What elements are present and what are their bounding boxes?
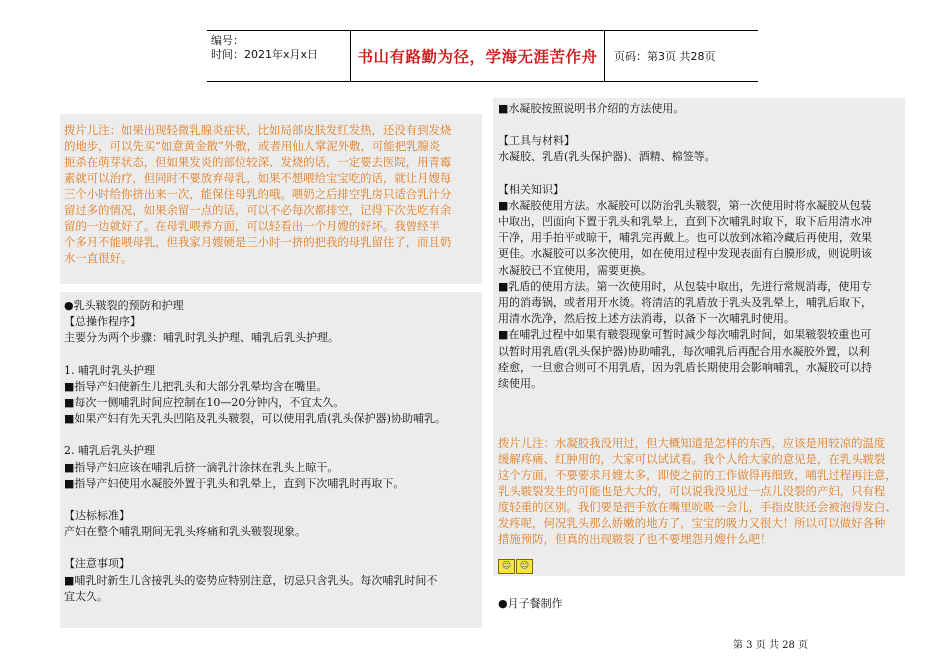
- text-line: ■如果产妇有先天乳头凹陷及乳头皲裂，可以使用乳盾(乳头保护器)协助哺乳。: [64, 412, 446, 426]
- emoji-icon: ☺: [498, 559, 515, 574]
- spacer: [64, 347, 446, 363]
- text-line: 更佳。水凝胶可以多次使用，如在使用过程中发现表面有白膜形成，则说明该: [498, 247, 872, 261]
- text-line: 这个方面，不要要求月嫂太多，即使之前的工作做得再细致，哺乳过程再注意，: [498, 468, 897, 482]
- text-line: 水一直很好。: [64, 251, 133, 265]
- text-line: 乳头皲裂发生的可能也是大大的，可以说我没见过一点儿没裂的产妇，只有程: [498, 484, 886, 498]
- text-line: 干净，用手拍平或晾干，哺乳完再戴上。也可以放到冰箱冷藏后再使用，效果: [498, 231, 872, 245]
- nipple-care-section: [64, 298, 446, 605]
- text-line: ■水凝胶按照说明书介绍的方法使用。: [498, 102, 685, 115]
- text-line: 三个小时给你挤出来一次，能保住母乳的哦。喂奶之后排空乳房只适合乳汁分: [64, 187, 452, 201]
- text-line: 发疼呢，何况乳头那么娇嫩的地方了，宝宝的吸力又很大！所以可以做好各种: [498, 516, 886, 530]
- text-line: ■每次一侧哺乳时间应控制在10—20分钟内，不宜太久。: [64, 396, 345, 410]
- text-line: 水凝胶已不宜使用，需要更换。: [498, 263, 652, 277]
- text-line: 用的消毒锅，或者用开水烫。将清洁的乳盾放于乳头及乳晕上，哺乳后取下，: [498, 296, 872, 310]
- text-line: 留的一边就好了。在母乳喂养方面，可以轻看出一个月嫂的好坏。我曾经半: [64, 219, 440, 233]
- page-header: [207, 30, 758, 82]
- text-line: 的地步，可以先买“如意黄金散”外敷，或者用仙人掌泥外敷，可能把乳腺炎: [64, 139, 441, 153]
- text-line: ■在哺乳过程中如果有皲裂现象可暂时减少每次哺乳时间，如果皲裂较重也可: [498, 328, 872, 342]
- text-line: 个多月不能喂母乳，但我家月嫂硬是三小时一挤的把我的母乳留住了，而且奶: [64, 235, 452, 249]
- header-motto-cell: [350, 31, 605, 81]
- emoji-icons: [498, 559, 533, 574]
- postpartum-meal-heading: ●月子餐制作: [498, 597, 563, 610]
- text-line: 素就可以治疗，但同时不要放弃母乳，如果不想喂给宝宝吃的话，就让月嫂每: [64, 171, 452, 185]
- text-line: ■指导产妇使用水凝胶外置于乳头和乳晕上，直到下次哺乳时再取下。: [64, 476, 405, 490]
- text-line: 【相关知识】: [498, 182, 564, 196]
- text-line: 措施预防，但真的出现皲裂了也不要埋怨月嫂什么吧！: [498, 532, 772, 546]
- header-page-info: 页码：第3页 共28页: [614, 50, 716, 63]
- text-line: 用清水洗净，然后按上述方法消毒，以备下一次哺乳时使用。: [498, 312, 795, 326]
- text-line: ■乳盾的使用方法。第一次使用时，从包装中取出，先进行常规消毒，使用专: [498, 279, 872, 293]
- document-date: 时间：2021年x月x日: [211, 48, 319, 61]
- spacer: [64, 540, 446, 556]
- text-line: 水凝胶、乳盾(乳头保护器)、酒精、棉签等。: [498, 150, 716, 164]
- text-line: 缓解疼痛、红肿用的，大家可以试试看。我个人给大家的意见是，在乳头皲裂: [498, 452, 886, 466]
- document-number-label: 编号：: [211, 34, 244, 47]
- spacer: [498, 166, 872, 182]
- text-line: 续使用。: [498, 377, 542, 391]
- text-line: ■指导产妇使新生儿把乳头和大部分乳晕均含在嘴里。: [64, 379, 328, 393]
- text-line: 【达标标准】: [64, 509, 130, 523]
- page-footer: 第 3 页 共 28 页: [733, 640, 808, 651]
- text-line: 拨片儿注：水凝胶我没用过，但大概知道是怎样的东西，应该是用较凉的温度: [498, 436, 886, 450]
- text-line: 产妇在整个哺乳期间无乳头疼痛和乳头皲裂现象。: [64, 525, 306, 539]
- text-line: 【注意事项】: [64, 557, 130, 571]
- text-line: 【工具与材料】: [498, 134, 575, 148]
- header-motto: 书山有路勤为径，学海无涯苦作舟: [357, 47, 598, 66]
- header-bottom-rule: [207, 81, 758, 82]
- text-line: 中取出，凹面向下置于乳头和乳晕上，直到下次哺乳时取下，取下后用清水冲: [498, 215, 872, 229]
- right-editor-note: [498, 435, 897, 547]
- header-meta: [207, 31, 350, 81]
- left-editor-note: [64, 122, 451, 266]
- text-line: 主要分为两个步骤：哺乳时乳头护理、哺乳后乳头护理。: [64, 331, 339, 345]
- text-line: ■指导产妇应该在哺乳后挤一滴乳汁涂抹在乳头上晾干。: [64, 460, 339, 474]
- spacer: [64, 492, 446, 508]
- text-line: 【总操作程序】: [64, 315, 141, 329]
- text-line: ■哺乳时新生儿含接乳头的姿势应特别注意，切忌只含乳头。每次哺乳时间不: [64, 573, 438, 587]
- text-line: ■水凝胶使用方法。水凝胶可以防治乳头皲裂，第一次使用时将水凝胶从包装: [498, 198, 872, 212]
- text-line: 痊愈，一旦愈合则可不用乳盾，因为乳盾长期使用会影响哺乳，水凝胶可以持: [498, 360, 872, 374]
- text-line: 拨片儿注：如果出现轻微乳腺炎症状，比如局部皮肤发红发热，还没有到发烧: [64, 123, 452, 137]
- text-line: 扼杀在萌芽状态，但如果发炎的部位较深、发烧的话，一定要去医院，用青霉: [64, 155, 452, 169]
- text-line: 宜太久。: [64, 589, 108, 603]
- emoji-icon: ☺: [516, 559, 533, 574]
- text-line: ●乳头皲裂的预防和护理: [64, 299, 184, 312]
- hydrogel-usage-section: [498, 101, 872, 392]
- text-line: 留过多的情况，如果余留一点的话，可以不必每次都排空，记得下次先吃有余: [64, 203, 452, 217]
- spacer: [64, 427, 446, 443]
- text-line: 1. 哺乳时乳头护理: [64, 363, 155, 377]
- text-line: 以暂时用乳盾(乳头保护器)协助哺乳，每次哺乳后再配合用水凝胶外置，以利: [498, 344, 870, 358]
- text-line: 2. 哺乳后乳头护理: [64, 444, 155, 458]
- text-line: 度轻重的区别。我们要是把手放在嘴里吮吸一会儿，手指皮肤还会被泡得发白、: [498, 500, 897, 514]
- spacer: [498, 117, 872, 133]
